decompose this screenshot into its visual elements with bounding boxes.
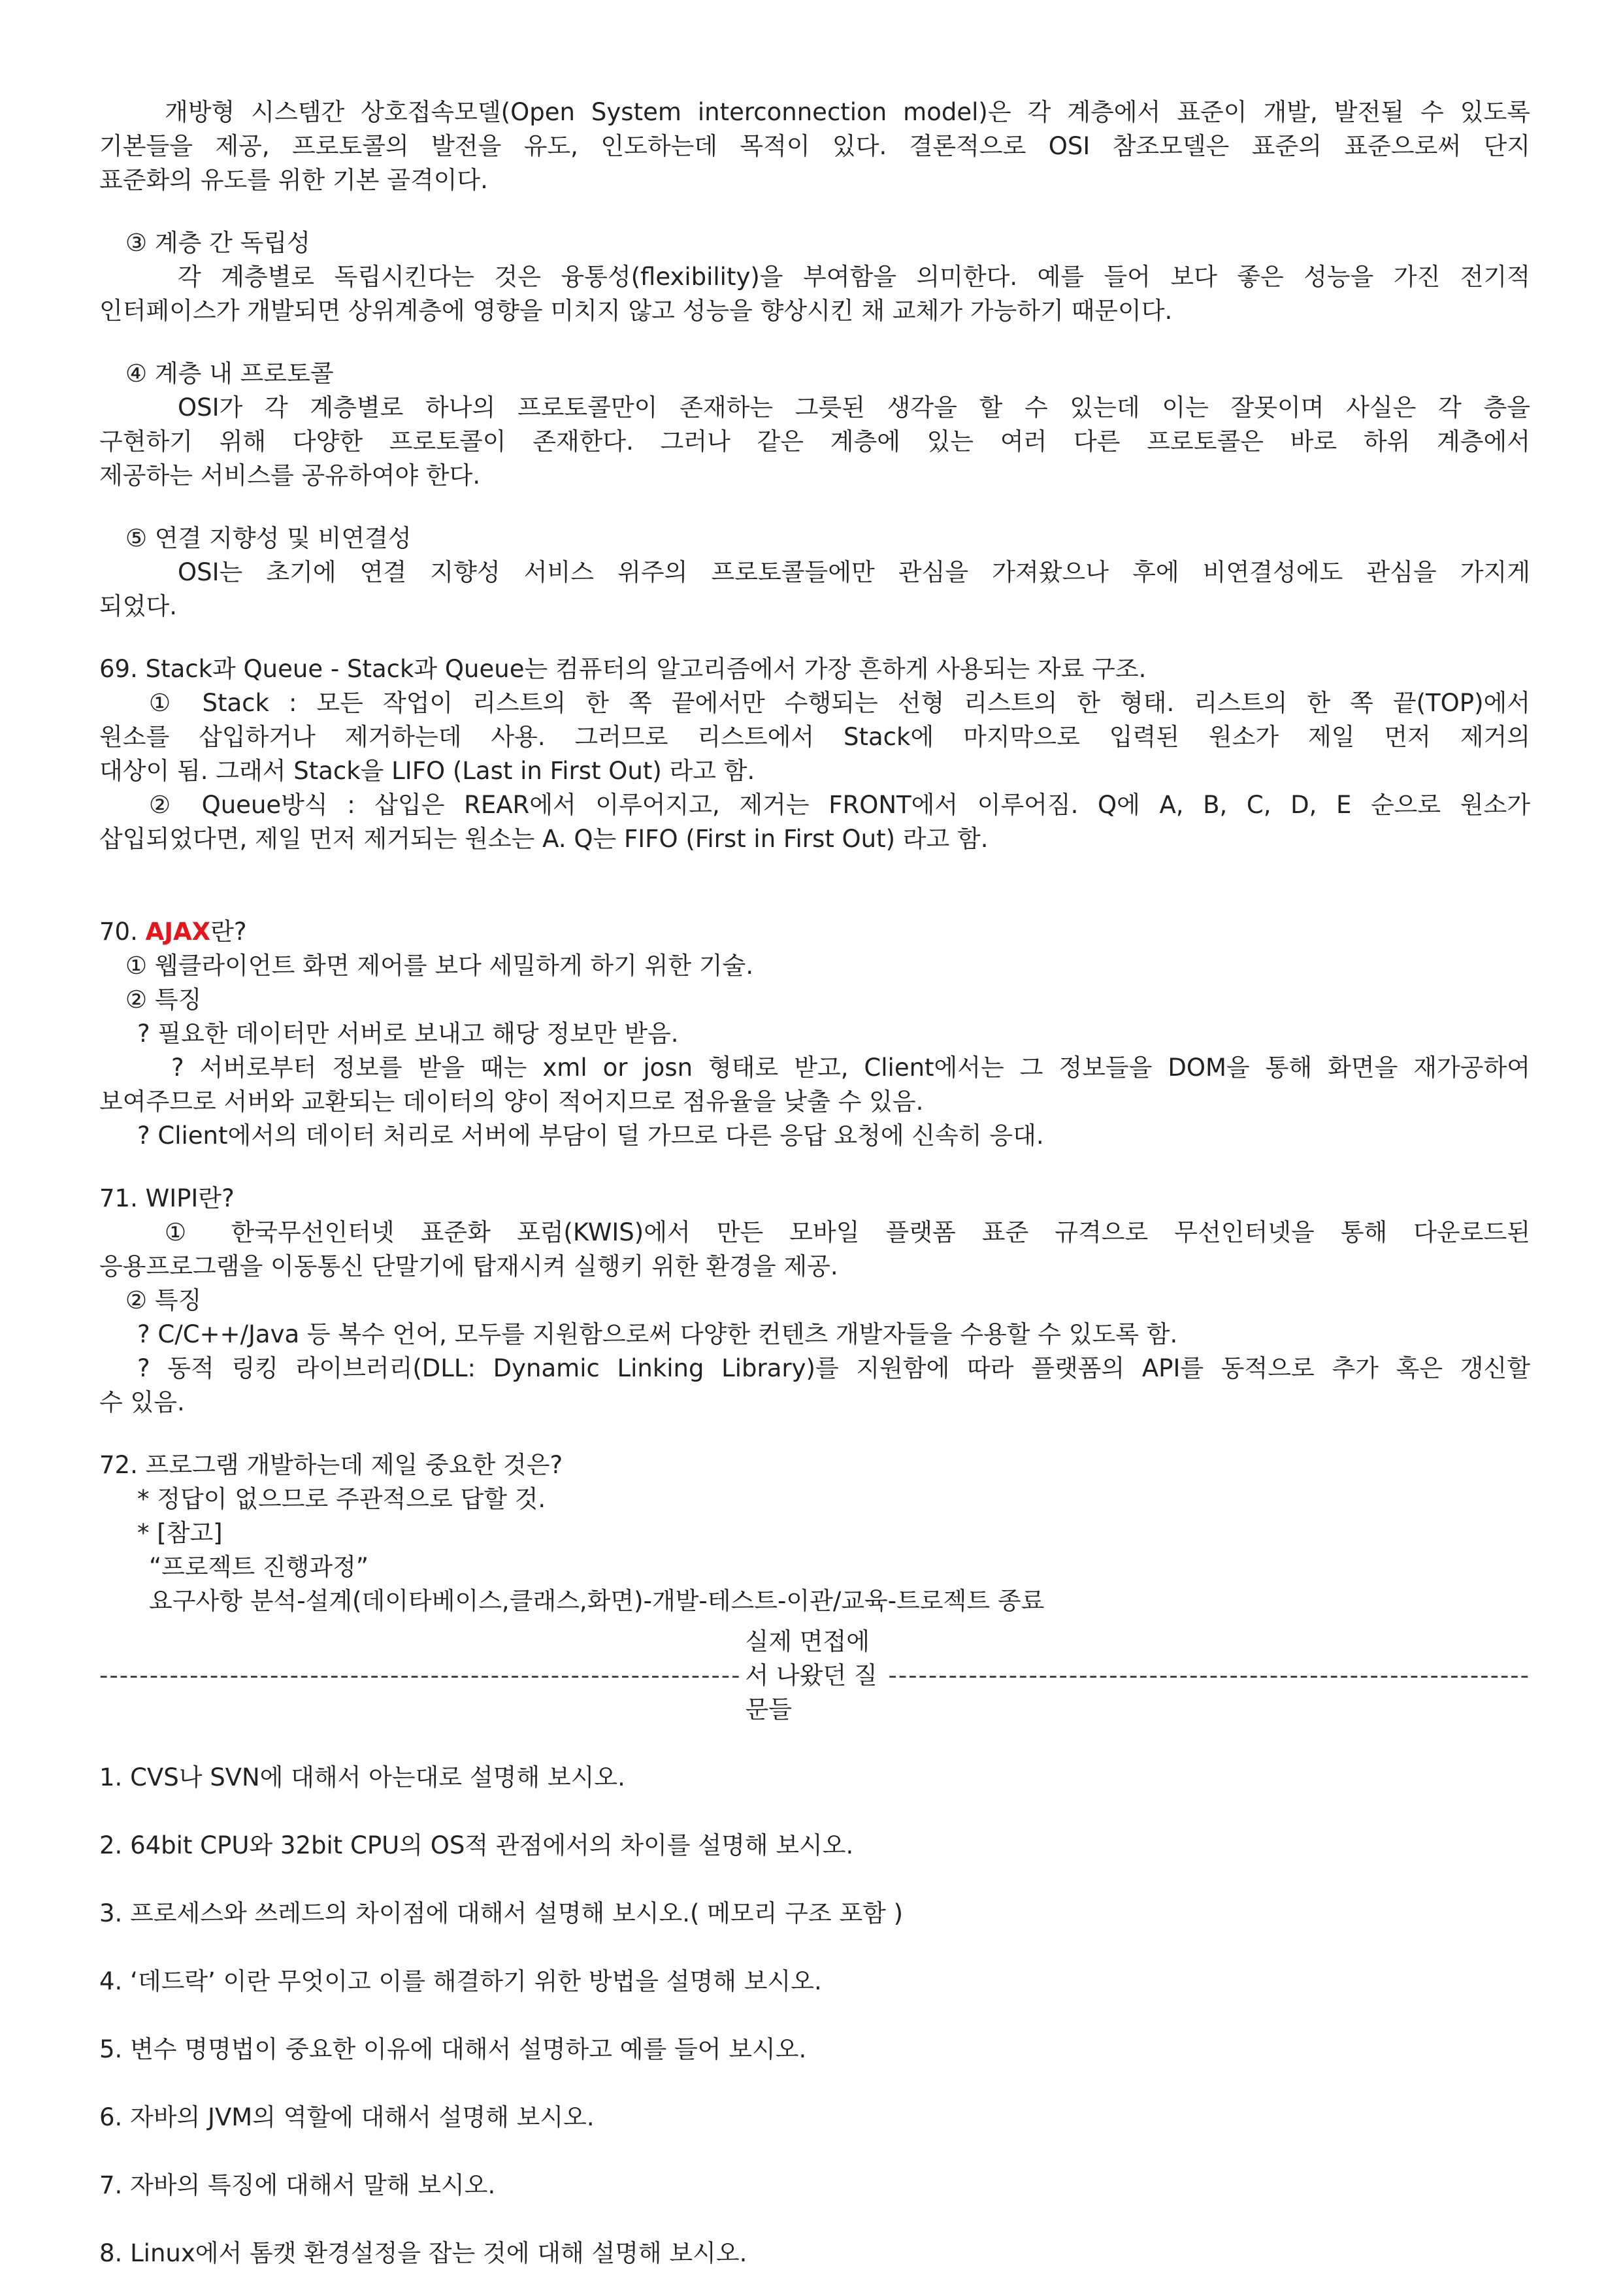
text-line: 인터페이스가 개발되면 상위계층에 영향을 미치지 않고 성능을 향상시킨 채 교체가 가능하기 때문이다.	[99, 297, 1173, 325]
text-line: 되었다.	[99, 592, 177, 620]
interview-question: 8. Linux에서 톰캣 환경설정을 잡는 것에 대해 설명해 보시오.	[99, 2239, 747, 2267]
text-line: 제공하는 서비스를 공유하여야 한다.	[99, 461, 481, 490]
question-title: 72. 프로그램 개발하는데 제일 중요한 것은?	[99, 1451, 563, 1479]
bullet-item: ? 서버로부터 정보를 받을 때는 xml or josn 형태로 받고, Client에서는 그 정보들을 DOM을 통해 화면을 재가공하여	[171, 1054, 1530, 1082]
interview-question: 4. ‘데드락’ 이란 무엇이고 이를 해결하기 위한 방법을 설명해 보시오.	[99, 1967, 822, 1995]
text-line: 수 있음.	[99, 1388, 185, 1416]
text-line: 구현하기 위해 다양한 프로토콜이 존재한다. 그러나 같은 계층에 있는 여러 다른 프로토콜은 바로 하위 계층에서	[99, 427, 1530, 456]
question-71	[99, 1182, 1530, 1420]
bullet-item: ? 동적 링킹 라이브러리(DLL: Dynamic Linking Library)를 지원함에 따라 플랫폼의 API를 동적으로 추가 혹은 갱신할	[137, 1354, 1530, 1382]
interview-question: 5. 변수 명명법이 중요한 이유에 대해서 설명하고 예를 들어 보시오.	[99, 2035, 807, 2063]
interview-question: 3. 프로세스와 쓰레드의 차이점에 대해서 설명해 보시오.( 메모리 구조 포함 )	[99, 1899, 904, 1927]
section-intra-layer-protocol	[99, 357, 1530, 493]
text-line: 삽입되었다면, 제일 먼저 제거되는 원소는 A. Q는 FIFO (First in First Out) 라고 함.	[99, 825, 989, 853]
separator-dashes-left: ----------------------------------------------------------------	[99, 1661, 742, 1689]
ajax-keyword: AJAX	[145, 918, 211, 946]
section-separator	[99, 1625, 1530, 1727]
text-line: 응용프로그램을 이동통신 단말기에 탑재시켜 실행키 위한 환경을 제공.	[99, 1252, 838, 1280]
question-69	[99, 652, 1530, 856]
text-line: 보여주므로 서버와 교환되는 데이터의 양이 적어지므로 점유율을 낮출 수 있음.	[99, 1088, 924, 1116]
text-line: OSI가 각 계층별로 하나의 프로토콜만이 존재하는 그릇된 생각을 할 수 있는데 이는 잘못이며 사실은 각 층을	[178, 393, 1530, 422]
osi-intro-paragraph	[99, 95, 1530, 197]
note-item: * [참고]	[137, 1519, 223, 1547]
bullet-item: ? Client에서의 데이터 처리로 서버에 부담이 덜 가므로 다른 응답 요청에 신속히 응대.	[137, 1122, 1044, 1150]
text-line: ② Queue방식 : 삽입은 REAR에서 이루어지고, 제거는 FRONT에서 이루어짐. Q에 A, B, C, D, E 순으로 원소가	[149, 791, 1530, 819]
interview-question: 7. 자바의 특징에 대해서 말해 보시오.	[99, 2171, 496, 2199]
text-line: 대상이 됨. 그래서 Stack을 LIFO (Last in First Out) 라고 함.	[99, 757, 755, 785]
section-layer-independence	[99, 226, 1530, 328]
section-heading: ⑤ 연결 지향성 및 비연결성	[125, 524, 412, 552]
separator-label: 실제 면접에서 나왔던 질문들	[745, 1627, 877, 1723]
note-item: 요구사항 분석-설계(데이타베이스,클래스,화면)-개발-테스트-이관/교육-트로젝트 종료	[149, 1587, 1045, 1615]
question-title	[99, 915, 1530, 949]
section-connection-oriented	[99, 522, 1530, 624]
interview-question: 2. 64bit CPU와 32bit CPU의 OS적 관점에서의 차이를 설명해 보시오.	[99, 1831, 854, 1859]
bullet-item: ? 필요한 데이터만 서버로 보내고 해당 정보만 받음.	[137, 1020, 679, 1048]
interview-question: 1. CVS나 SVN에 대해서 아는대로 설명해 보시오.	[99, 1763, 625, 1791]
text-line: 원소를 삽입하거나 제거하는데 사용. 그러므로 리스트에서 Stack에 마지막으로 입력된 원소가 제일 먼저 제거의	[99, 723, 1530, 751]
text-line: 개방형 시스템간 상호접속모델(Open System interconnection model)은 각 계층에서 표준이 개발, 발전될 수 있도록	[165, 98, 1530, 126]
text-line: OSI는 초기에 연결 지향성 서비스 위주의 프로토콜들에만 관심을 가져왔으나 후에 비연결성에도 관심을 가지게	[178, 558, 1530, 586]
question-suffix: 란?	[210, 918, 247, 946]
note-item: * 정답이 없으므로 주관적으로 답할 것.	[137, 1485, 546, 1513]
interview-question: 6. 자바의 JVM의 역할에 대해서 설명해 보시오.	[99, 2103, 595, 2131]
section-heading: ③ 계층 간 독립성	[125, 229, 310, 257]
text-line: 표준화의 유도를 위한 기본 골격이다.	[99, 166, 488, 194]
list-item: ① 한국무선인터넷 표준화 포럼(KWIS)에서 만든 모바일 플랫폼 표준 규격으로 무선인터넷을 통해 다운로드된	[165, 1218, 1530, 1246]
list-item: ② 특징	[125, 1286, 202, 1314]
section-heading: ④ 계층 내 프로토콜	[125, 359, 334, 388]
interview-question-list	[99, 1761, 1530, 2271]
text-line: ① Stack : 모든 작업이 리스트의 한 쪽 끝에서만 수행되는 선형 리스트의 한 형태. 리스트의 한 쪽 끝(TOP)에서	[149, 689, 1530, 717]
question-70	[99, 915, 1530, 1153]
bullet-item: ? C/C++/Java 등 복수 언어, 모두를 지원함으로써 다양한 컨텐츠 개발자들을 수용할 수 있도록 함.	[137, 1320, 1178, 1348]
document-page	[99, 95, 1530, 2271]
text-line: 기본들을 제공, 프로토콜의 발전을 유도, 인도하는데 목적이 있다. 결론적으로 OSI 참조모델은 표준의 표준으로써 단지	[99, 132, 1530, 160]
note-item: “프로젝트 진행과정”	[149, 1553, 369, 1581]
list-item: ② 특징	[125, 986, 202, 1014]
question-title: 69. Stack과 Queue - Stack과 Queue는 컴퓨터의 알고리즘에서 가장 흔하게 사용되는 자료 구조.	[99, 655, 1147, 683]
list-item: ① 웹클라이언트 화면 제어를 보다 세밀하게 하기 위한 기술.	[125, 952, 754, 980]
question-number: 70.	[99, 918, 146, 946]
question-title: 71. WIPI란?	[99, 1184, 235, 1212]
question-72	[99, 1448, 1530, 1618]
separator-dashes-right: ----------------------------------------------------------------	[888, 1661, 1530, 1689]
text-line: 각 계층별로 독립시킨다는 것은 융통성(flexibility)을 부여함을 의미한다. 예를 들어 보다 좋은 성능을 가진 전기적	[178, 263, 1530, 291]
